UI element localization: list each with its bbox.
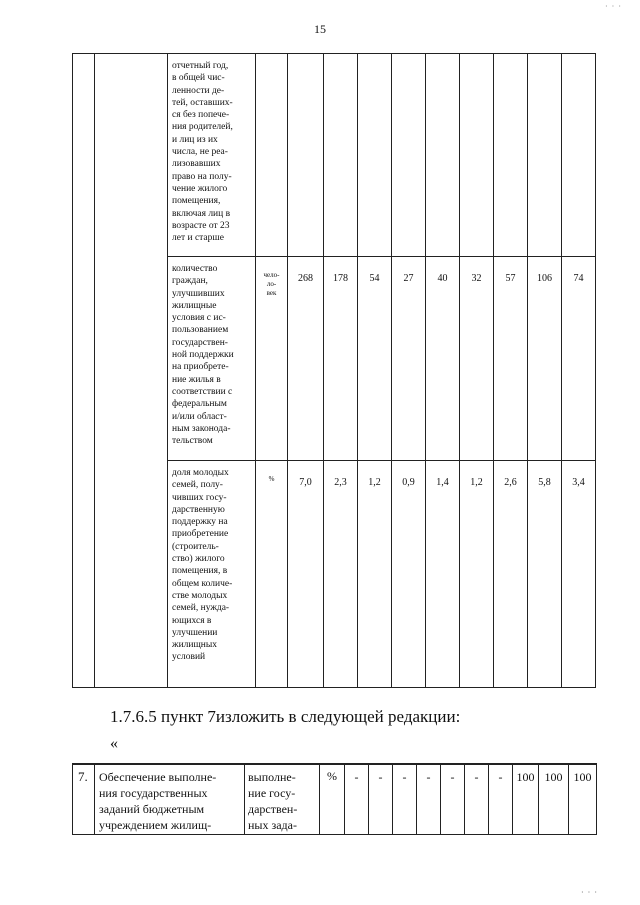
table-row [73, 764, 597, 834]
desc-line: общем количе- [172, 578, 233, 589]
value-cell: - [393, 764, 417, 834]
amended-row-table [72, 763, 597, 835]
page-number: 15 [314, 22, 326, 36]
desc-line: тей, оставших- [172, 97, 233, 108]
value-cell [288, 54, 324, 257]
value-cell: 27 [392, 257, 426, 461]
value-cell [358, 54, 392, 257]
value-cell: 32 [460, 257, 494, 461]
measure-name [95, 764, 245, 834]
desc-line: доля молодых [172, 468, 229, 478]
value-cell: 54 [358, 257, 392, 461]
indicators-table [72, 53, 596, 688]
sub-line: ние госу- [248, 786, 296, 800]
desc-line: количество [172, 264, 218, 274]
value-cell: 1,2 [358, 461, 392, 688]
desc-line: федеральным [172, 399, 227, 410]
desc-line: жилищных [172, 640, 218, 651]
desc-line: пользованием [172, 325, 229, 336]
desc-line: семей, нужда- [172, 603, 230, 614]
value-cell: 106 [528, 257, 562, 461]
value-cell: - [489, 764, 513, 834]
indicator-name [245, 764, 320, 834]
desc-line: включая лиц в [172, 208, 231, 219]
desc-line: числа, не реа- [172, 147, 228, 158]
value-cell: 1,2 [460, 461, 494, 688]
desc-line: чивших госу- [172, 492, 227, 503]
desc-line: ной поддержки [172, 350, 234, 361]
row-description [168, 54, 256, 257]
scan-corner-mark: · · · [605, 2, 622, 11]
unit-cell: % [256, 461, 288, 688]
value-cell: - [417, 764, 441, 834]
sub-line: ных зада- [248, 818, 297, 832]
value-cell: 2,6 [494, 461, 528, 688]
value-cell: - [345, 764, 369, 834]
desc-line: приобретение [172, 529, 229, 540]
desc-line: лизовавших [172, 159, 221, 170]
table-row [73, 54, 596, 257]
desc-line: стве молодых [172, 590, 228, 601]
value-cell: - [441, 764, 465, 834]
name-line: учреждением жилищ- [99, 818, 212, 832]
value-cell [494, 54, 528, 257]
value-cell: - [465, 764, 489, 834]
value-cell: 5,8 [528, 461, 562, 688]
desc-line: ющихся в [172, 615, 212, 626]
value-cell [392, 54, 426, 257]
desc-line: улучшении [172, 627, 218, 638]
sub-line: выполне- [248, 770, 296, 784]
value-cell: 268 [288, 257, 324, 461]
value-cell: - [369, 764, 393, 834]
desc-line: и/или област- [172, 411, 227, 422]
value-cell: 74 [562, 257, 596, 461]
desc-line: чение жилого [172, 183, 228, 194]
desc-line: отчетный год, [172, 61, 229, 71]
desc-line: ным законода- [172, 423, 231, 434]
desc-line: ленности де- [172, 85, 225, 96]
desc-line: (строитель- [172, 541, 219, 552]
desc-line: соответствии с [172, 386, 233, 397]
value-cell: 0,9 [392, 461, 426, 688]
desc-line: на приобрете- [172, 362, 229, 373]
desc-line: семей, полу- [172, 480, 223, 491]
desc-line: лет и старше [172, 233, 224, 244]
desc-line: государствен- [172, 337, 228, 348]
desc-line: возрасте от 23 [172, 220, 230, 231]
value-cell: 3,4 [562, 461, 596, 688]
unit-cell [256, 54, 288, 257]
value-cell: 100 [539, 764, 569, 834]
desc-line: право на полу- [172, 171, 232, 182]
unit-cell: чело- ло- век [256, 257, 288, 461]
value-cell: 2,3 [324, 461, 358, 688]
value-cell: 178 [324, 257, 358, 461]
desc-line: ния родителей, [172, 122, 233, 133]
row-description [168, 257, 256, 461]
name-line: ния государственных [99, 786, 208, 800]
desc-line: и лиц из их [172, 134, 218, 145]
desc-line: граждан, [172, 276, 208, 287]
desc-line: в общей чис- [172, 73, 225, 84]
value-cell [528, 54, 562, 257]
row-description [168, 461, 256, 688]
desc-line: условий [172, 652, 206, 663]
value-cell: 1,4 [426, 461, 460, 688]
value-cell: 57 [494, 257, 528, 461]
value-cell: 100 [513, 764, 539, 834]
number-cell-empty [73, 54, 95, 688]
desc-line: помещения, [172, 196, 221, 207]
scan-footer-mark: · · · [581, 888, 598, 897]
value-cell: 40 [426, 257, 460, 461]
desc-line: жилищные [172, 300, 217, 311]
value-cell: 100 [569, 764, 597, 834]
desc-line: ство) жилого [172, 554, 225, 565]
desc-line: дарственную [172, 504, 225, 515]
desc-line: условия с ис- [172, 313, 226, 324]
amendment-instruction: 1.7.6.5 пункт 7изложить в следующей редакции: [110, 707, 461, 726]
desc-line: тельством [172, 436, 213, 447]
name-cell-empty [95, 54, 168, 688]
opening-quote-mark: « [110, 735, 118, 752]
desc-line: ние жилья в [172, 374, 221, 385]
value-cell [562, 54, 596, 257]
value-cell [324, 54, 358, 257]
value-cell [426, 54, 460, 257]
row-number: 7. [73, 764, 95, 834]
value-cell [460, 54, 494, 257]
name-line: заданий бюджетным [99, 802, 205, 816]
sub-line: дарствен- [248, 802, 298, 816]
desc-line: поддержку на [172, 517, 228, 528]
unit-cell: % [320, 764, 345, 834]
name-line: Обеспечение выполне- [99, 770, 217, 784]
desc-line: ся без попече- [172, 110, 230, 121]
value-cell: 7,0 [288, 461, 324, 688]
desc-line: улучшивших [172, 288, 225, 299]
desc-line: помещения, в [172, 566, 228, 577]
